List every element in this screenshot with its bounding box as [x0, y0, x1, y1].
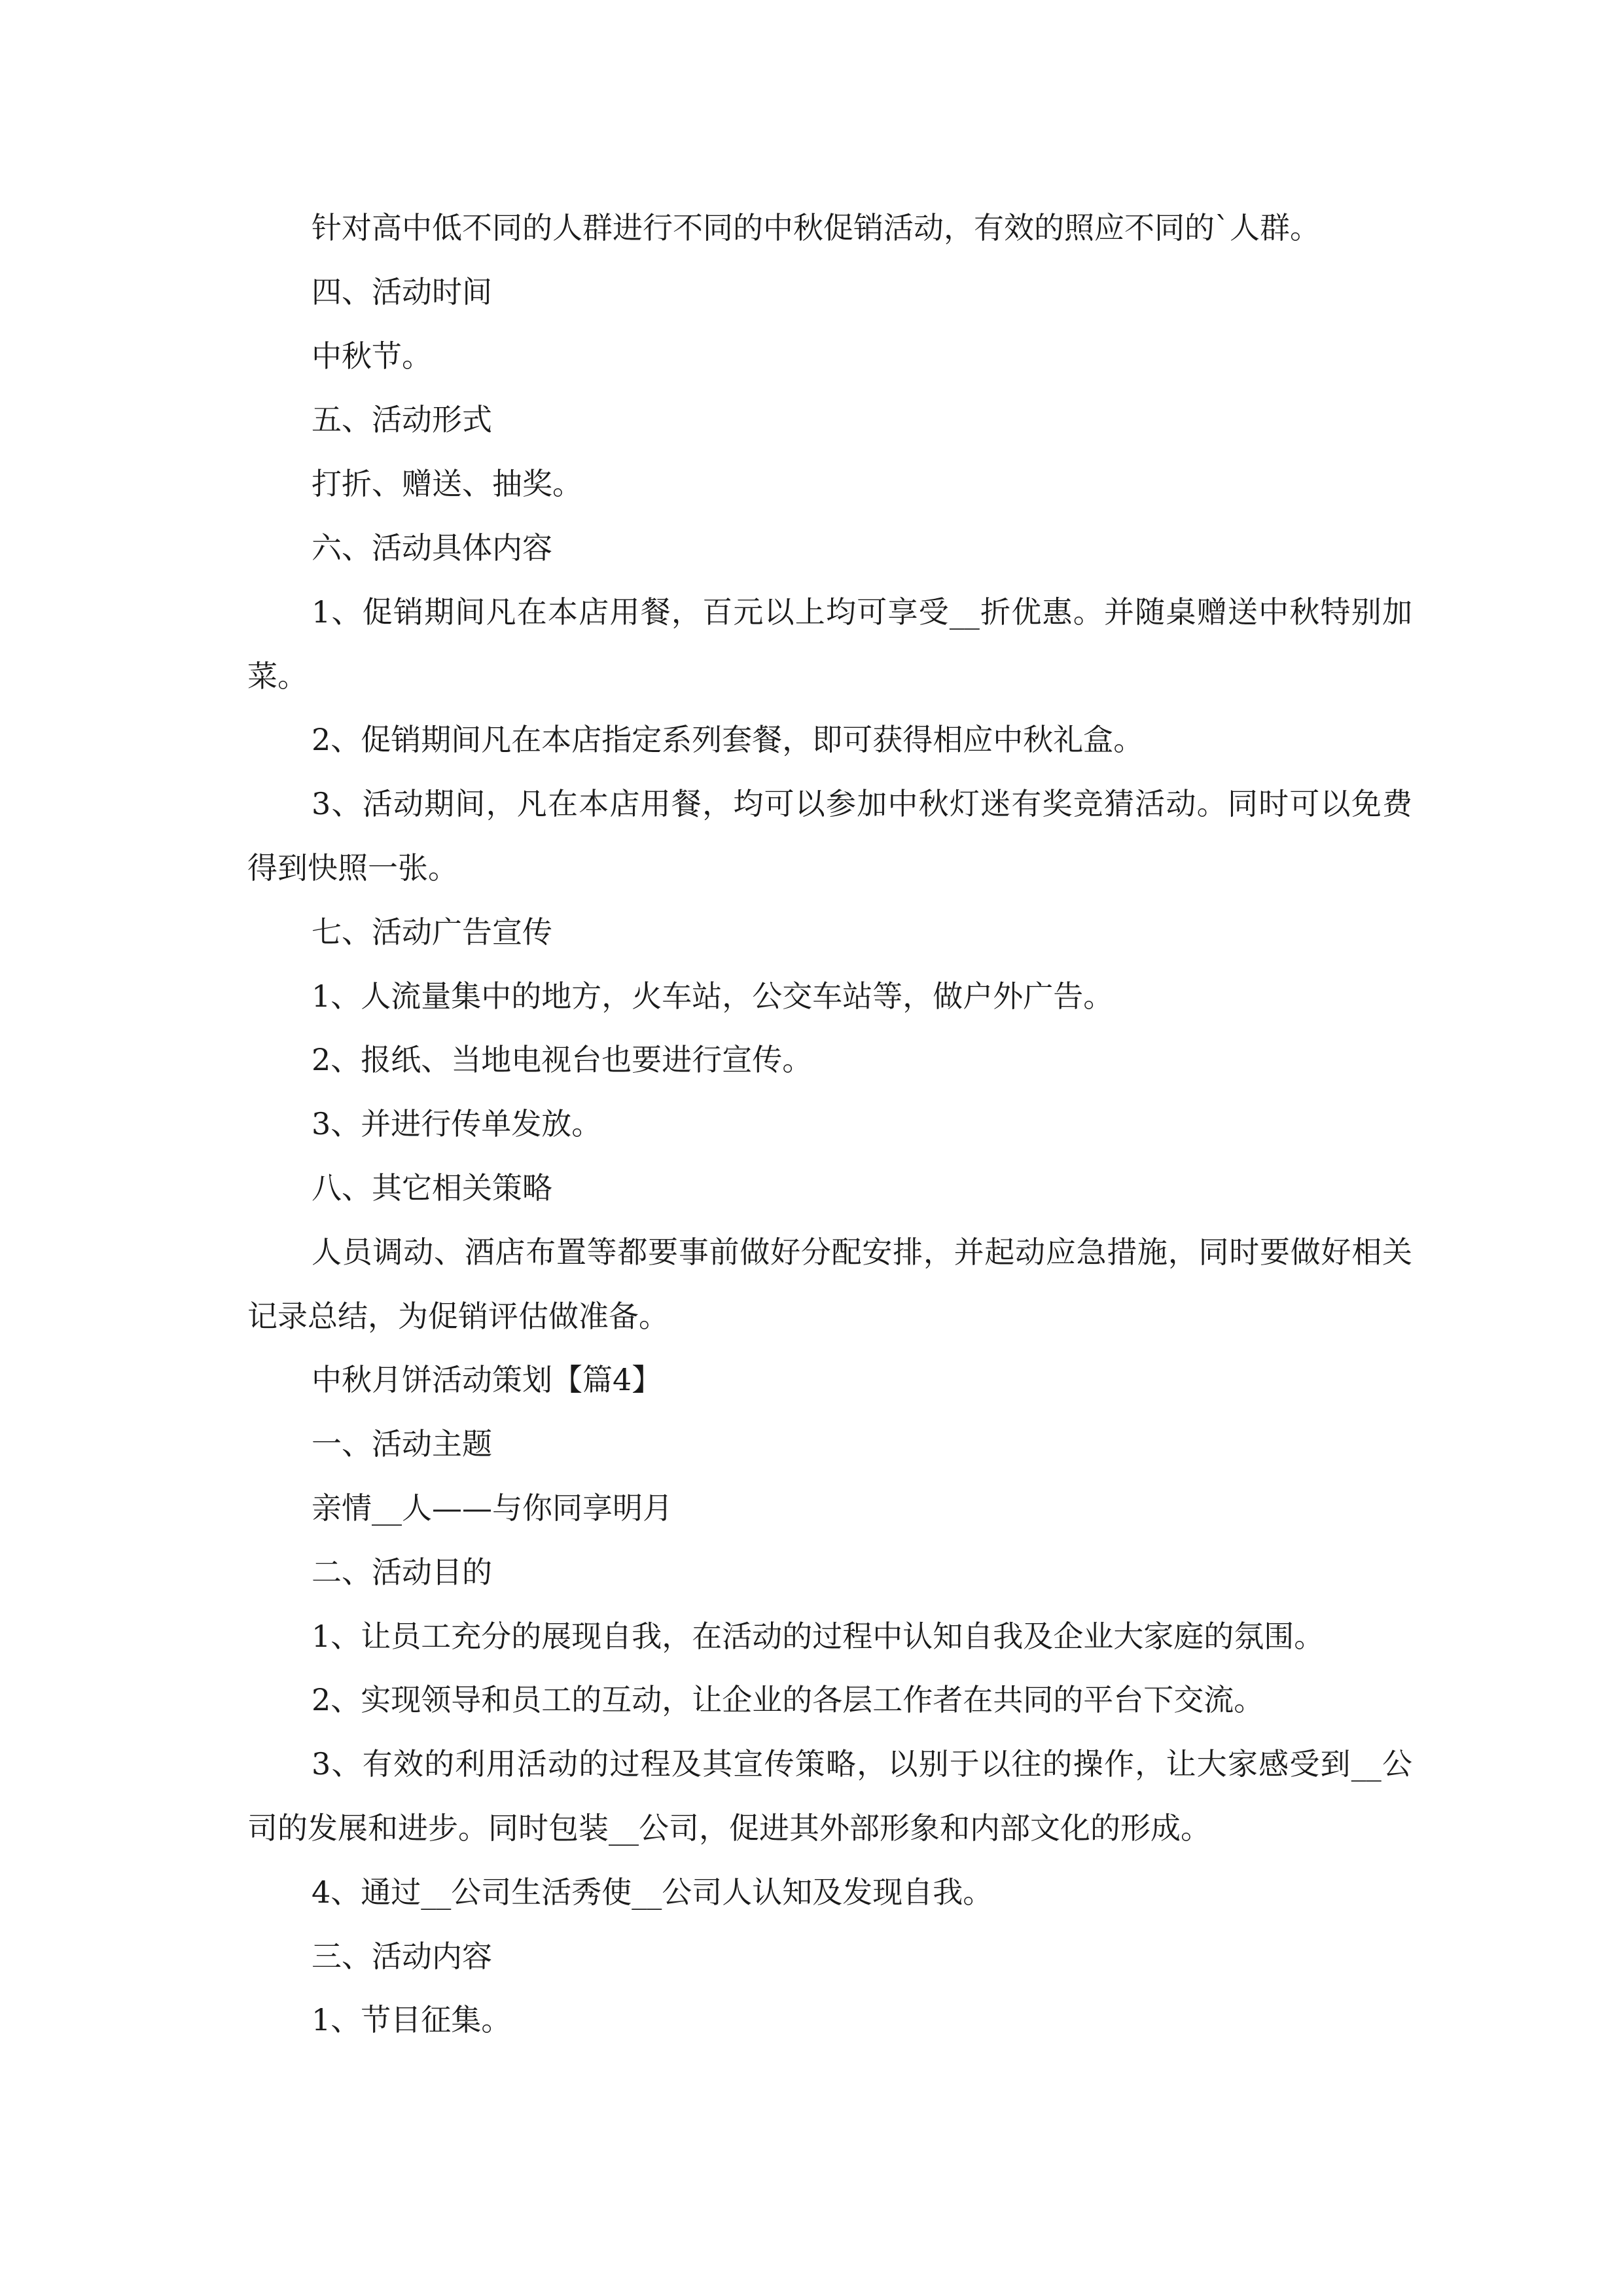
paragraph-target-groups: 针对高中低不同的人群进行不同的中秋促销活动，有效的照应不同的`人群。 [312, 210, 1320, 245]
list-item-interaction: 2、实现领导和员工的互动，让企业的各层工作者在共同的平台下交流。 [312, 1682, 1264, 1718]
heading-activity-content-2: 三、活动内容 [312, 1938, 492, 1974]
list-item-flyers: 3、并进行传单发放。 [312, 1106, 602, 1142]
section-title-part4: 中秋月饼活动策划【篇4】 [312, 1362, 662, 1398]
paragraph-mid-autumn: 中秋节。 [312, 338, 432, 374]
heading-advertising: 七、活动广告宣传 [312, 914, 552, 950]
list-item-self-expression: 1、让员工充分的展现自我，在活动的过程中认知自我及企业大家庭的氛围。 [312, 1618, 1325, 1654]
document-body [247, 196, 1412, 2053]
heading-activity-purpose: 二、活动目的 [312, 1554, 492, 1590]
list-item-lantern-riddle: 3、活动期间，凡在本店用餐，均可以参加中秋灯迷有奖竞猜活动。同时可以免费得到快照一张。 [247, 786, 1412, 886]
heading-other-strategies: 八、其它相关策略 [312, 1170, 552, 1206]
heading-activity-time: 四、活动时间 [312, 274, 492, 310]
paragraph-discount-gift-lottery: 打折、赠送、抽奖。 [312, 466, 582, 502]
paragraph-theme: 亲情__人——与你同享明月 [312, 1490, 673, 1526]
list-item-set-meal: 2、促销期间凡在本店指定系列套餐，即可获得相应中秋礼盒。 [312, 722, 1144, 758]
list-item-discount: 1、促销期间凡在本店用餐，百元以上均可享受__折优惠。并随桌赠送中秋特别加菜。 [247, 594, 1412, 694]
list-item-outdoor-ads: 1、人流量集中的地方，火车站，公交车站等，做户外广告。 [312, 978, 1114, 1014]
heading-activity-theme: 一、活动主题 [312, 1426, 492, 1462]
heading-activity-content: 六、活动具体内容 [312, 529, 552, 565]
heading-activity-form: 五、活动形式 [312, 402, 492, 438]
list-item-life-show: 4、通过__公司生活秀使__公司人认知及发现自我。 [312, 1874, 993, 1910]
list-item-promotion-strategy: 3、有效的利用活动的过程及其宣传策略，以别于以往的操作，让大家感受到__公司的发展和进步。同时包装__公司，促进其外部形象和内部文化的形成。 [247, 1746, 1412, 1846]
list-item-newspaper-tv: 2、报纸、当地电视台也要进行宣传。 [312, 1042, 813, 1078]
list-item-program-collection: 1、节目征集。 [312, 2002, 512, 2038]
paragraph-staff-arrangement: 人员调动、酒店布置等都要事前做好分配安排，并起动应急措施，同时要做好相关记录总结，为促销评估做准备。 [247, 1234, 1412, 1334]
